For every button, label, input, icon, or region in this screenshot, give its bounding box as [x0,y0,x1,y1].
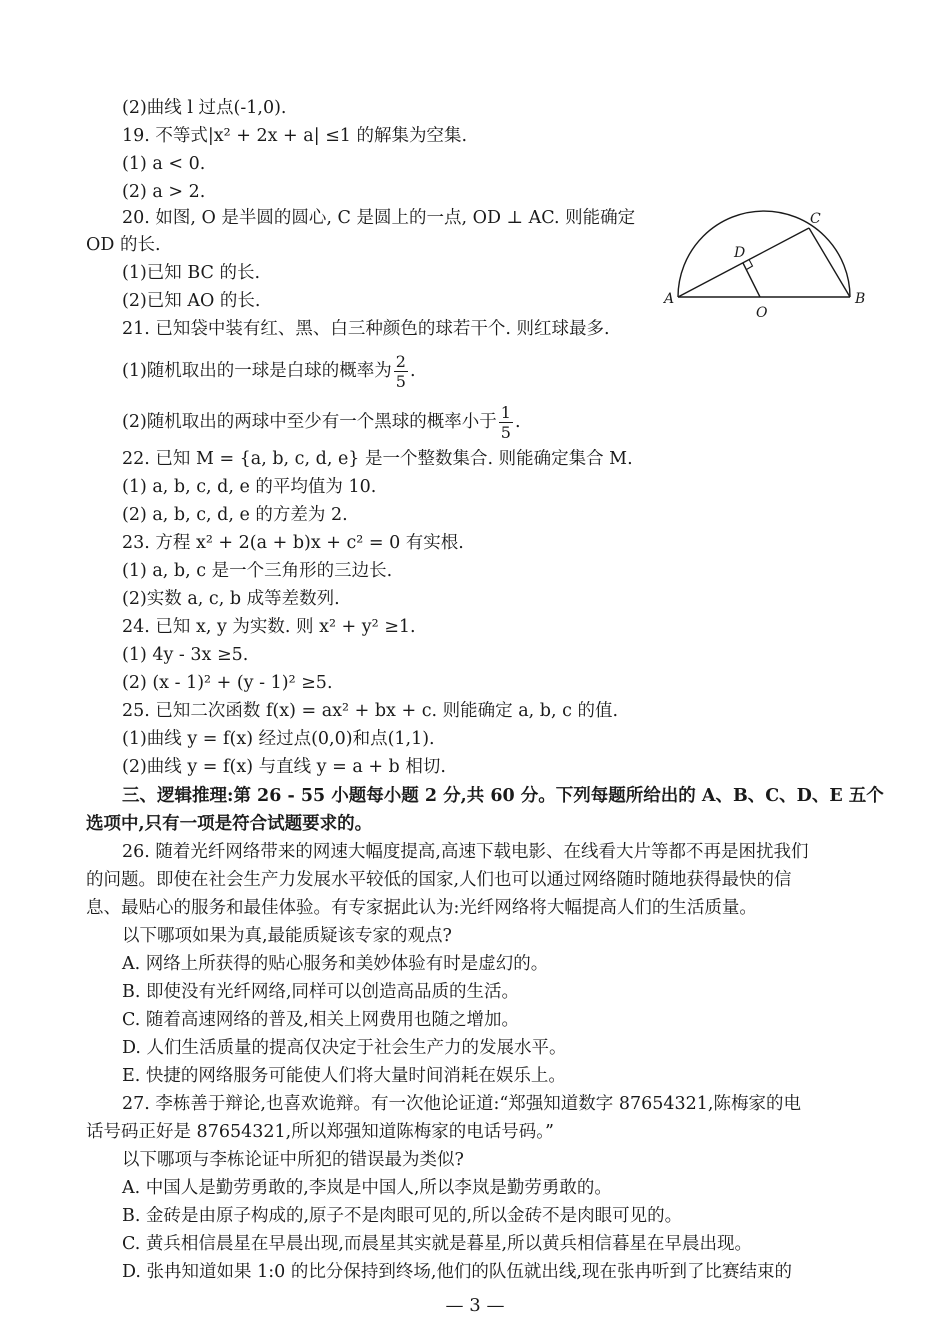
period: . [409,361,416,381]
q27-option-c: C. 黄兵相信晨星在早晨出现,而晨星其实就是暮星,所以黄兵相信暮星在早晨出现。 [122,1234,753,1254]
q22-stem: 22. 已知 M = {a, b, c, d, e} 是一个整数集合. 则能确定集合 M. [122,449,633,469]
fraction-denominator: 5 [500,423,511,442]
fraction [499,403,513,442]
q18-option-2: (2)曲线 l 过点(-1,0). [122,98,287,118]
q26-stem-cont-2: 息、最贴心的服务和最佳体验。有专家据此认为:光纤网络将大幅提高人们的生活质量。 [86,898,757,918]
label-a: A [664,291,675,307]
q26-question: 以下哪项如果为真,最能质疑该专家的观点? [122,926,452,946]
q22-option-1: (1) a, b, c, d, e 的平均值为 10. [122,477,377,497]
semicircle-figure [656,205,876,330]
q26-option-d: D. 人们生活质量的提高仅决定于社会生产力的发展水平。 [122,1038,567,1058]
q25-option-2: (2)曲线 y = f(x) 与直线 y = a + b 相切. [122,757,446,777]
period: . [514,412,521,432]
fraction-numerator: 2 [395,352,406,371]
q27-option-d: D. 张冉知道如果 1:0 的比分保持到终场,他们的队伍就出线,现在张冉听到了比赛结束的 [122,1262,792,1282]
q26-option-b: B. 即使没有光纤网络,同样可以创造高品质的生活。 [122,982,520,1002]
q26-stem-cont-1: 的问题。即使在社会生产力发展水平较低的国家,人们也可以通过网络随时随地获得最快的信 [86,870,792,890]
q22-option-2: (2) a, b, c, d, e 的方差为 2. [122,505,348,525]
section-3-heading: 三、逻辑推理:第 26 - 55 小题每小题 2 分,共 60 分。下列每题所给出的 A、B、C、D、E 五个 [122,786,884,806]
q23-option-1: (1) a, b, c 是一个三角形的三边长. [122,561,393,581]
q27-stem: 27. 李栋善于辩论,也喜欢诡辩。有一次他论证道:“郑强知道数字 87654321,陈梅家的电 [122,1094,801,1114]
label-o: O [756,305,768,321]
fraction [394,352,408,391]
q20-stem-cont: OD 的长. [86,235,161,255]
q26-stem: 26. 随着光纤网络带来的网速大幅度提高,高速下载电影、在线看大片等都不再是困扰我们 [122,842,809,862]
q20-option-1: (1)已知 BC 的长. [122,263,261,283]
q25-option-1: (1)曲线 y = f(x) 经过点(0,0)和点(1,1). [122,729,435,749]
q21-option-2 [122,403,912,442]
q27-question: 以下哪项与李栋论证中所犯的错误最为类似? [122,1150,464,1170]
q19-option-1: (1) a < 0. [122,154,206,174]
label-b: B [855,291,866,307]
q24-option-1: (1) 4y - 3x ≥5. [122,645,249,665]
q19-option-2: (2) a > 2. [122,182,206,202]
chord-bc [809,228,850,297]
page-number: — 3 — [445,1295,505,1316]
section-3-heading-cont: 选项中,只有一项是符合试题要求的。 [86,814,373,834]
q23-stem: 23. 方程 x² + 2(a + b)x + c² = 0 有实根. [122,533,464,553]
fraction-numerator: 1 [500,403,511,422]
q20-stem: 20. 如图, O 是半圆的圆心, C 是圆上的一点, OD ⊥ AC. 则能确定 [122,208,636,228]
q21-option-2-text: (2)随机取出的两球中至少有一个黑球的概率小于 [122,412,497,432]
q26-option-e: E. 快捷的网络服务可能使人们将大量时间消耗在娱乐上。 [122,1066,566,1086]
q19-stem: 19. 不等式|x² + 2x + a| ≤1 的解集为空集. [122,126,468,146]
q21-stem: 21. 已知袋中装有红、黑、白三种颜色的球若干个. 则红球最多. [122,319,610,339]
segment-od [743,263,760,297]
q27-option-b: B. 金砖是由原子构成的,原子不是肉眼可见的,所以金砖不是肉眼可见的。 [122,1206,683,1226]
q26-option-c: C. 随着高速网络的普及,相关上网费用也随之增加。 [122,1010,519,1030]
q25-stem: 25. 已知二次函数 f(x) = ax² + bx + c. 则能确定 a, b, c 的值. [122,701,619,721]
q27-stem-cont: 话号码正好是 87654321,所以郑强知道陈梅家的电话号码。” [86,1122,554,1142]
label-c: C [810,211,821,227]
fraction-denominator: 5 [395,372,406,391]
label-d: D [734,245,746,261]
q26-option-a: A. 网络上所获得的贴心服务和美妙体验有时是虚幻的。 [122,954,549,974]
q27-option-a: A. 中国人是勤劳勇敢的,李岚是中国人,所以李岚是勤劳勇敢的。 [122,1178,612,1198]
q24-stem: 24. 已知 x, y 为实数. 则 x² + y² ≥1. [122,617,416,637]
chord-ac [678,228,809,297]
q24-option-2: (2) (x - 1)² + (y - 1)² ≥5. [122,673,333,693]
q20-option-2: (2)已知 AO 的长. [122,291,261,311]
q23-option-2: (2)实数 a, c, b 成等差数列. [122,589,340,609]
q21-option-1-text: (1)随机取出的一球是白球的概率为 [122,361,392,381]
q21-option-1 [122,352,912,391]
